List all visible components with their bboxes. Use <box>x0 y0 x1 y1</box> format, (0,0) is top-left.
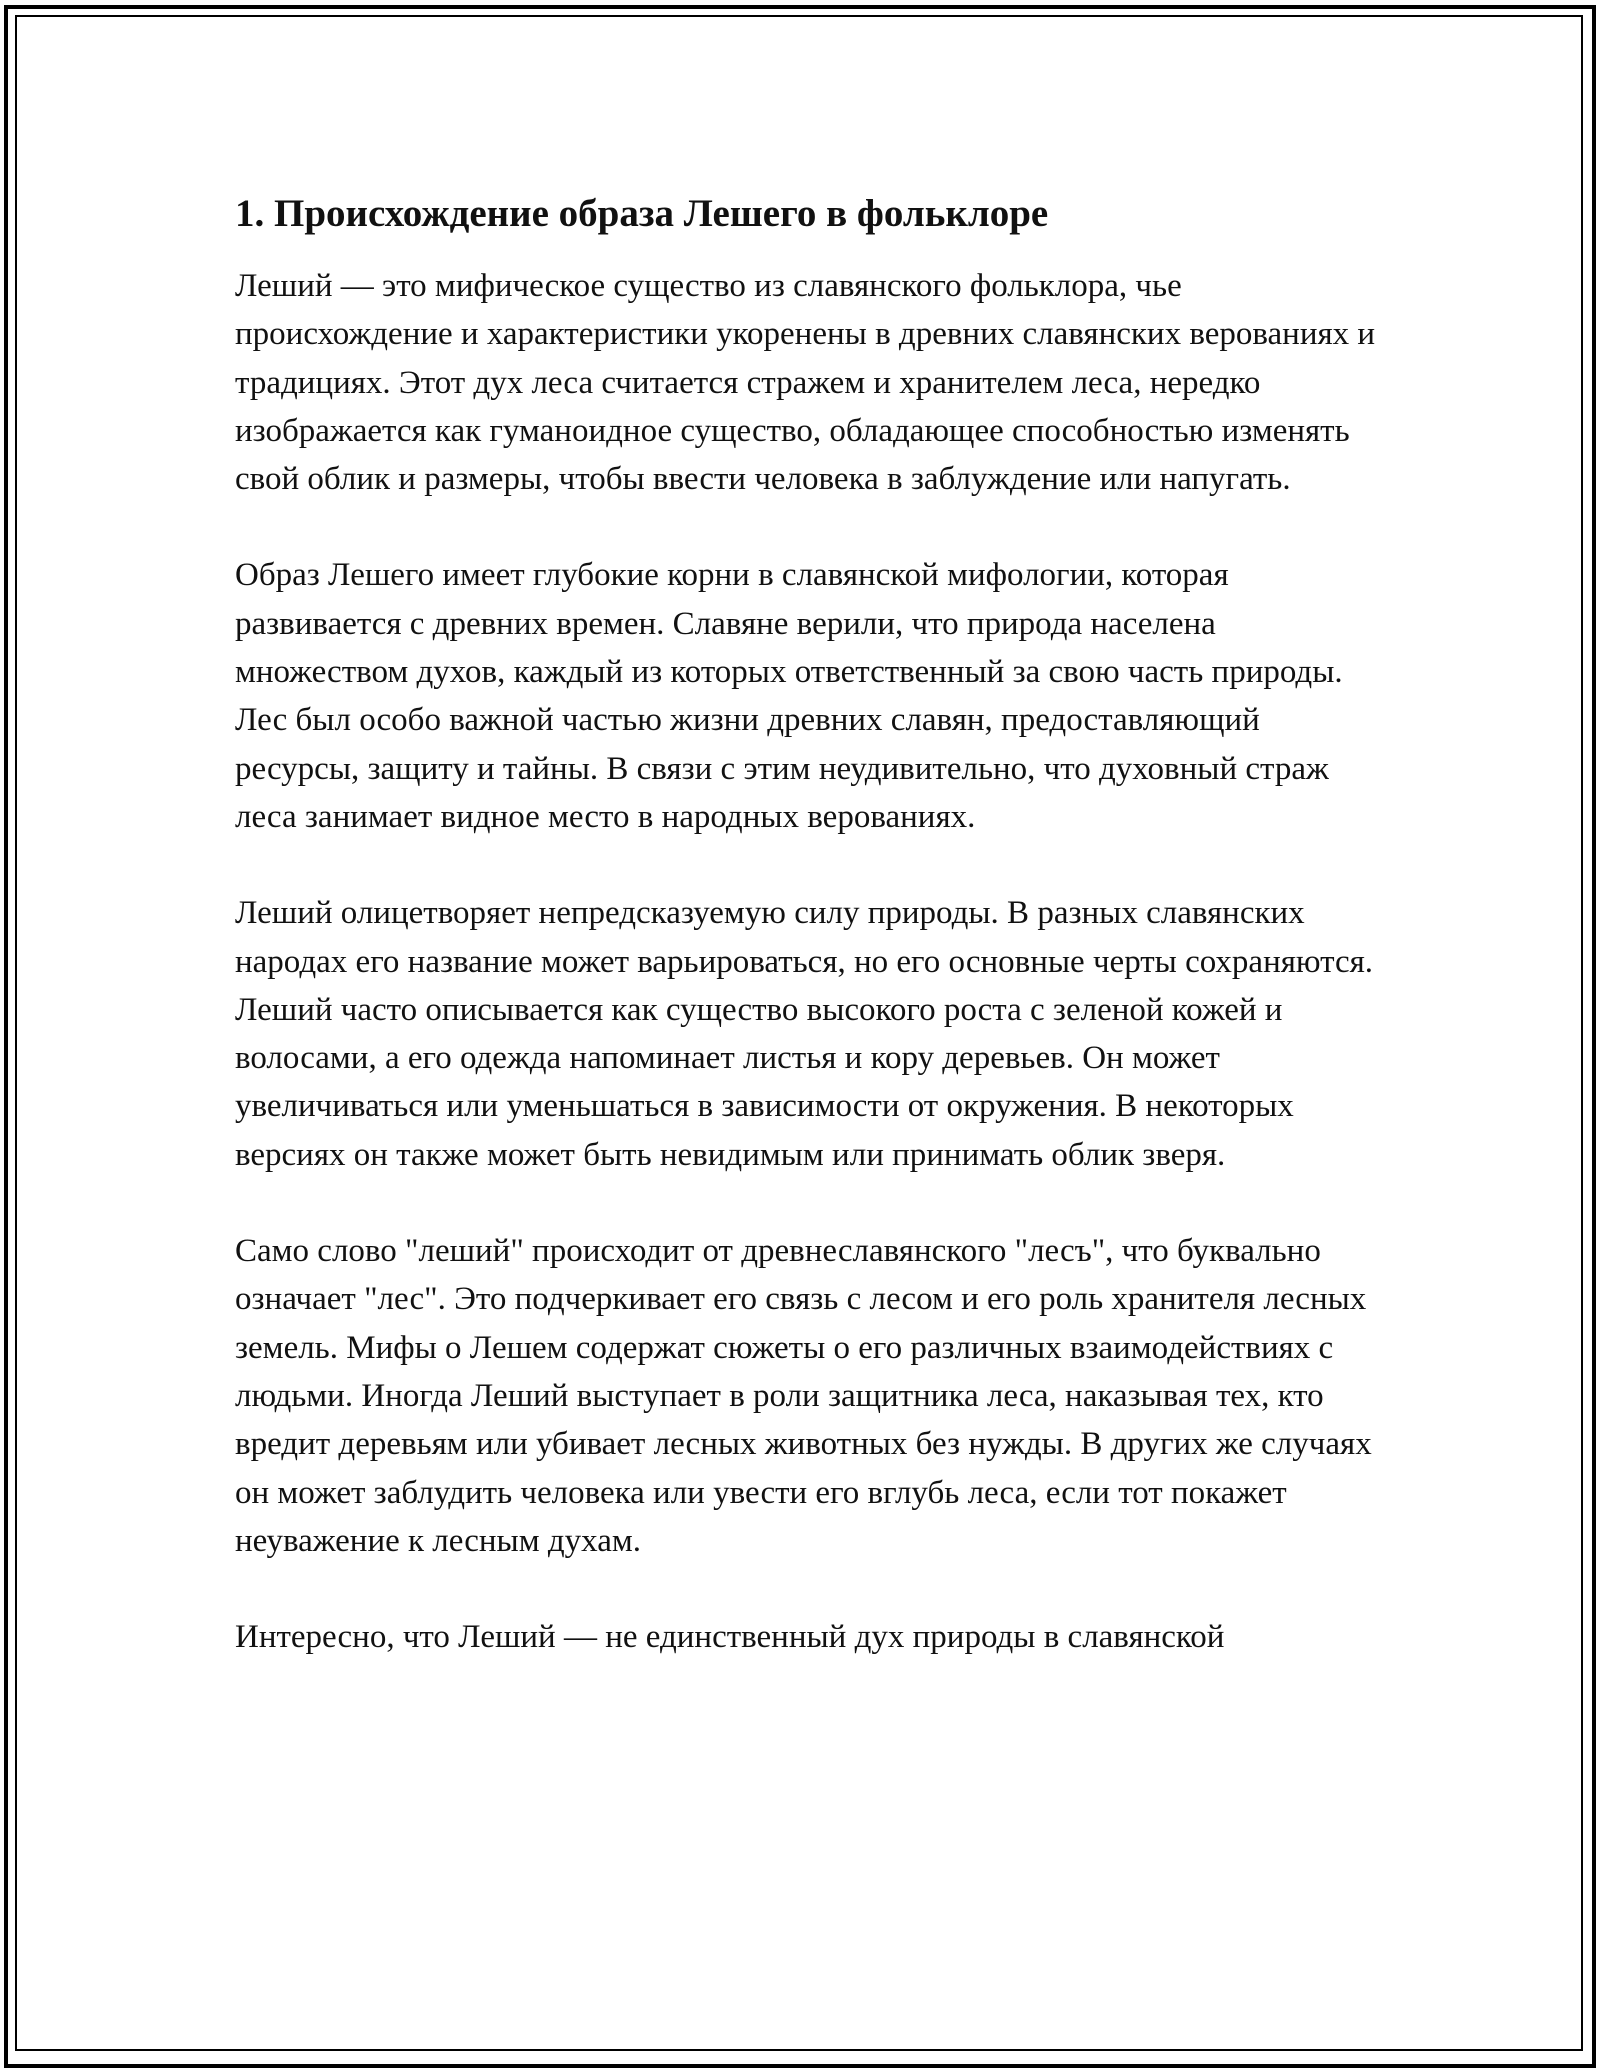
section-heading: 1. Происхождение образа Лешего в фольклоре <box>235 192 1049 235</box>
paragraph-3: Леший олицетворяет непредсказуемую силу природы. В разных славянских народах его название может варьироваться, но его основные черты сохраняются. Леший часто описывается как существо высокого роста с зеленой кожей и волосами, а его одежда напоминает листья и кору деревьев. Он может увеличиваться или уменьшаться в зависимости от окружения. В некоторых версиях он также может быть невидимым или принимать облик зверя. <box>235 895 1374 1173</box>
paragraph-1: Леший — это мифическое существо из славянского фольклора, чье происхождение и характеристики укоренены в древних славянских верованиях и традициях. Этот дух леса считается стражем и хранителем леса, нередко изображается как гуманоидное существо, обладающее способностью изменять свой облик и размеры, чтобы ввести человека в заблуждение или напугать. <box>235 268 1376 498</box>
paragraph-4: Само слово "леший" происходит от древнеславянского "лесъ", что буквально означает "лес". Это подчеркивает его связь с лесом и его роль хранителя лесных земель. Мифы о Лешем содержат сюжеты о его различных взаимодействиях с людьми. Иногда Леший выступает в роли защитника леса, наказывая тех, кто вредит деревьям или убивает лесных животных без нужды. В других же случаях он может заблудить человека или увести его вглубь леса, если тот покажет неуважение к лесным духам. <box>235 1233 1372 1559</box>
paragraph-2: Образ Лешего имеет глубокие корни в славянской мифологии, которая развивается с древних времен. Славяне верили, что природа населена множеством духов, каждый из которых ответственный за свою часть природы. Лес был особо важной частью жизни древних славян, предоставляющий ресурсы, защиту и тайны. В связи с этим неудивительно, что духовный страж леса занимает видное место в народных верованиях. <box>235 557 1343 835</box>
paragraph-5: Интересно, что Леший — не единственный дух природы в славянской <box>235 1619 1225 1656</box>
document-body <box>235 188 1385 1709</box>
